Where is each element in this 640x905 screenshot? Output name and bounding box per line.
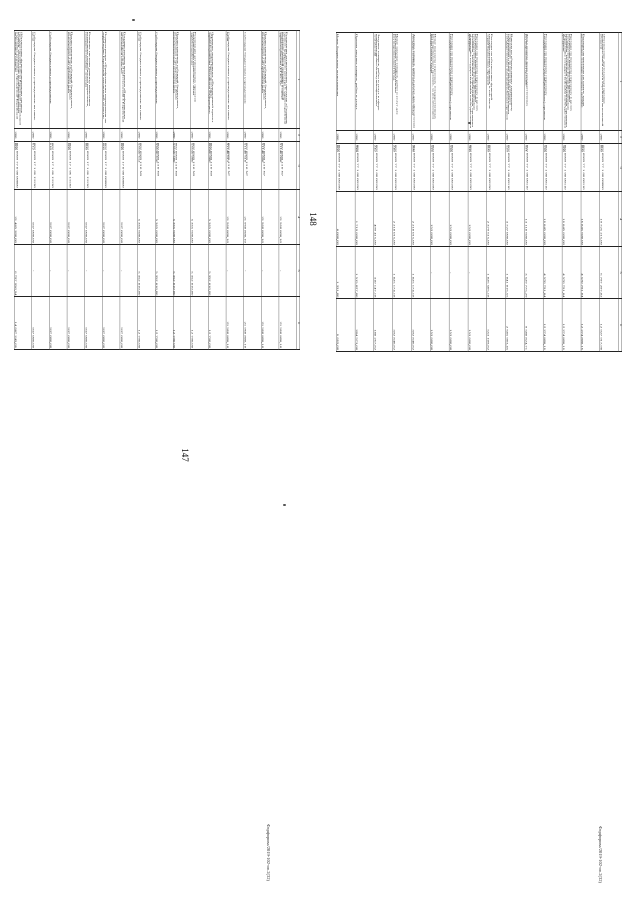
row-amount-executed: - [468, 246, 487, 299]
table-row [155, 31, 173, 350]
row-code-200: 200 [393, 130, 412, 143]
table-row [600, 33, 619, 352]
row-budget-code: 002 0909 77 1 00 00110 121 [524, 143, 543, 191]
row-amount-executed: 1 515 027,00 [355, 246, 374, 299]
row-budget-code: 002 0909 17 1 06 13130 612 [32, 141, 50, 189]
row-amount-remaining: 2 685 983,45 [506, 299, 525, 352]
row-amount-remaining: 12 790,00 [191, 297, 209, 350]
row-amount-planned: 937 000,00 [67, 190, 85, 245]
row-code-200: 200 [449, 130, 468, 143]
table-row [449, 33, 468, 352]
row-code-200: 200 [244, 128, 262, 141]
row-budget-code: 002 0909 17 1 06 13130 000 [85, 141, 103, 189]
row-amount-planned: 21 960 808,10 [279, 190, 297, 245]
row-code-200: 200 [102, 128, 120, 141]
row-amount-executed: 1 331,00 [336, 246, 355, 299]
row-code-200: 200 [543, 130, 562, 143]
row-budget-code: 002 0909 17 1 06 13130 610 [49, 141, 67, 189]
row-code-200: 200 [355, 130, 374, 143]
table-row [208, 31, 226, 350]
row-label: Развитие системы раннего выявления незаконных потребителей наркотиков, совершенствование лечения [85, 31, 103, 129]
table-row [261, 31, 279, 350]
row-code-200: 200 [67, 128, 85, 141]
row-label: Субсидии бюджетным учреждениям [49, 31, 67, 129]
table-row [120, 31, 138, 350]
table-row [102, 31, 120, 350]
table-header-row [297, 31, 300, 350]
table-row [355, 33, 374, 352]
row-budget-code: 002 0909 17 1 00 00000 000 [102, 141, 120, 189]
row-amount-planned: 8 000,00 [336, 192, 355, 247]
row-amount-executed: - [49, 244, 67, 297]
row-amount-remaining: 9 588 824,71 [524, 299, 543, 352]
table-wrapper [14, 30, 300, 350]
row-budget-code: 002 0909 77 1 00 00110 129 [506, 143, 525, 191]
row-amount-executed: - [430, 246, 449, 299]
row-amount-planned: 1 719 600,00 [355, 192, 374, 247]
column-header: 2 [297, 128, 300, 141]
row-code-200: 200 [208, 128, 226, 141]
row-budget-code: 002 0909 17 0 00 00000 000 [120, 141, 138, 189]
row-amount-remaining: 553 109,82 [487, 299, 506, 352]
row-amount-remaining: 204 573,00 [355, 299, 374, 352]
row-amount-planned: 21 960 808,10 [244, 190, 262, 245]
row-amount-remaining: 937 000,00 [32, 297, 50, 350]
row-label: Субсидии бюджетным учреждениям на иные цели [226, 31, 244, 129]
row-amount-executed: - [244, 244, 262, 297]
row-amount-planned: 16 845 600,00 [562, 192, 581, 247]
row-amount-remaining: 153 600,00 [449, 299, 468, 352]
row-amount-planned: 153 600,00 [430, 192, 449, 247]
row-code-200: 200 [279, 128, 297, 141]
row-amount-remaining: 12 790,00 [155, 297, 173, 350]
row-label: Расходы на выплаты персоналу государственных (муниципальных) органов [543, 33, 562, 131]
row-amount-executed: - [85, 244, 103, 297]
row-code-200: 200 [600, 130, 619, 143]
row-amount-remaining: 12 927 917,98 [600, 299, 619, 352]
scan-speck [468, 122, 471, 124]
row-amount-executed: - [261, 244, 279, 297]
row-amount-planned: 2 218 015,00 [412, 192, 431, 247]
row-label: Взносы по обязательному социальному страхованию на выплаты денежного содержания и иные выплаты работникам государственных (муниципальных) органов [506, 33, 525, 131]
row-budget-code: 002 0909 13 0 N9 53650 000 [191, 141, 209, 189]
row-label: Закупка товаров, работ и услуг в сфере информационно-коммуникационных технологий [374, 33, 393, 131]
row-code-200: 200 [412, 130, 431, 143]
row-amount-planned: 937 000,00 [32, 190, 50, 245]
table-row [32, 31, 50, 350]
row-code-200: 200 [14, 128, 32, 141]
row-amount-planned: 21 960 808,10 [261, 190, 279, 245]
column-header: 2 [619, 130, 622, 143]
row-code-200: 200 [49, 128, 67, 141]
row-amount-planned: 19 725 215,00 [600, 192, 619, 247]
row-label: Расходы на выплаты персоналу государственных (муниципальных) органов [449, 33, 468, 131]
row-label: Обеспечение функционирования органов государственной власти Еврейской автономной области, обеспечение функционирования отдельных казенных учреждений Еврейской автономной области [14, 31, 32, 129]
row-budget-code: 002 0909 77 1 00 00190 120 [449, 143, 468, 191]
row-amount-planned: 937 000,00 [85, 190, 103, 245]
row-label: Расходы на выплаты персоналу в целях обеспечения выполнения функций государственными (муниципальными) органами, казенными учреждениями, органами управления государственными внебюджетными фондами [468, 33, 487, 131]
row-amount-executed: 1 825 174,18 [412, 246, 431, 299]
row-code-200: 200 [32, 128, 50, 141]
row-amount-remaining: 153 600,00 [468, 299, 487, 352]
row-code-200: 200 [562, 130, 581, 143]
row-budget-code: 002 0909 77 1 00 00190 000 [487, 143, 506, 191]
table-row [226, 31, 244, 350]
page-number: 147 [179, 448, 190, 462]
row-budget-code: 002 0909 77 1 00 00000 000 [600, 143, 619, 191]
row-amount-planned: 153 600,00 [449, 192, 468, 247]
table-wrapper [336, 32, 622, 352]
row-amount-executed: 5 352 810,00 [155, 244, 173, 297]
table-row [336, 33, 355, 352]
scan-speck [132, 19, 135, 21]
table-row [138, 31, 156, 350]
table-row [67, 31, 85, 350]
row-amount-remaining: 153 600,00 [430, 299, 449, 352]
row-amount-remaining: 937 000,00 [67, 297, 85, 350]
row-amount-executed: - [226, 244, 244, 297]
row-amount-planned: 499 415,00 [374, 192, 393, 247]
row-label: Прочая закупка товаров, работ и услуг [355, 33, 374, 131]
row-budget-code: 002 0909 77 0 00 00000 000 [14, 141, 32, 189]
row-label: Предоставление субсидий бюджетным, автономным учреждениям и иным некоммерческим организациям [173, 31, 191, 129]
column-header: 5 [619, 246, 622, 299]
row-amount-remaining: 937 000,00 [102, 297, 120, 350]
row-code-200: 200 [374, 130, 393, 143]
row-amount-remaining: 392 840,82 [412, 299, 431, 352]
table-row [430, 33, 449, 352]
row-code-200: 200 [155, 128, 173, 141]
row-amount-planned: 16 845 600,00 [581, 192, 600, 247]
table-row [49, 31, 67, 350]
row-amount-remaining: 12 274 808,16 [543, 299, 562, 352]
page-footer: Фарфорова/2019-102-оп.2(32) [266, 823, 272, 882]
row-amount-executed: 1 825 174,18 [393, 246, 412, 299]
row-code-200: 200 [85, 128, 103, 141]
row-amount-executed: - [102, 244, 120, 297]
row-amount-planned: 937 000,00 [49, 190, 67, 245]
row-amount-planned: 5 365 600,00 [191, 190, 209, 245]
row-label: Иные закупки товаров, работ и услуг для обеспечения государственных (муниципальных) нужд [393, 33, 412, 131]
row-code-200: 200 [506, 130, 525, 143]
row-budget-code: 002 0909 77 1 00 00110 120 [543, 143, 562, 191]
table-row [524, 33, 543, 352]
row-amount-executed: - [279, 244, 297, 297]
row-amount-remaining: 12 790,00 [138, 297, 156, 350]
row-budget-code: 002 0909 77 1 00 00190 244 [355, 143, 374, 191]
row-amount-executed: 3 529 775,29 [524, 246, 543, 299]
row-label: Подпрограмма «Профилактика наркомании на территории Еврейской автономной области» [102, 31, 120, 129]
page-148 [307, 0, 640, 905]
row-label: Иные бюджетные ассигнования [336, 33, 355, 131]
table-row [173, 31, 191, 350]
row-label: Иные выплаты персоналу государственных (муниципальных) органов, за исключением фонда оплаты труда [430, 33, 449, 131]
row-code-200: 200 [524, 130, 543, 143]
row-amount-executed: 310 147,18 [374, 246, 393, 299]
table-row [393, 33, 412, 352]
row-code-200: 200 [581, 130, 600, 143]
row-amount-executed: 5 352 810,00 [173, 244, 191, 297]
row-amount-planned: 13 118 600,00 [524, 192, 543, 247]
table-row [581, 33, 600, 352]
row-amount-remaining: 12 274 808,16 [562, 299, 581, 352]
row-code-200: 200 [261, 128, 279, 141]
row-amount-remaining: 12 790,00 [208, 297, 226, 350]
table-row [85, 31, 103, 350]
row-budget-code: 002 0909 77 1 00 00190 240 [393, 143, 412, 191]
row-code-200: 200 [487, 130, 506, 143]
row-amount-remaining: 937 000,00 [120, 297, 138, 350]
row-budget-code: 002 0909 13 0 N9 53650 612 [138, 141, 156, 189]
row-amount-executed: 4 570 791,84 [581, 246, 600, 299]
row-amount-remaining: 937 000,00 [49, 297, 67, 350]
row-amount-remaining: 21 960 808,10 [226, 297, 244, 350]
row-label: Реализация региональных проектов модернизации первичного звена здравоохранения [191, 31, 209, 129]
table-header-row [619, 33, 622, 352]
row-amount-planned: 21 485 200,00 [14, 190, 32, 245]
row-budget-code: 002 0909 13 0 N7 51140 610 [244, 141, 262, 189]
table-row [279, 31, 297, 350]
row-code-200: 200 [336, 130, 355, 143]
row-label: Субсидии бюджетным учреждениям на иные цели [32, 31, 50, 129]
row-amount-executed: 6 797 297,02 [600, 246, 619, 299]
row-amount-remaining: 937 000,00 [85, 297, 103, 350]
row-budget-code: 002 0909 77 1 00 00110 000 [581, 143, 600, 191]
row-amount-planned: 5 365 600,00 [138, 190, 156, 245]
column-header: 4 [619, 192, 622, 247]
table-row [506, 33, 525, 352]
row-amount-executed: - [67, 244, 85, 297]
row-amount-executed: - [120, 244, 138, 297]
column-header: 3 [619, 143, 622, 191]
row-amount-remaining: 12 274 808,16 [581, 299, 600, 352]
row-amount-remaining: 12 790,00 [173, 297, 191, 350]
row-amount-planned: 937 000,00 [102, 190, 120, 245]
row-code-200: 200 [173, 128, 191, 141]
row-amount-executed: 4 570 791,84 [562, 246, 581, 299]
row-label: Субсидии бюджетным учреждениям [244, 31, 262, 129]
row-amount-remaining: 6 669,00 [336, 299, 355, 352]
row-amount-remaining: 21 960 808,10 [244, 297, 262, 350]
row-amount-planned: 937 000,00 [120, 190, 138, 245]
row-amount-remaining: 14 687 249,06 [14, 297, 32, 350]
table-row [487, 33, 506, 352]
row-code-200: 200 [226, 128, 244, 141]
row-code-200: 200 [120, 128, 138, 141]
row-amount-planned: 3 727 000,00 [506, 192, 525, 247]
row-amount-executed: 5 352 810,00 [191, 244, 209, 297]
row-budget-code: 002 0909 77 1 00 00190 100 [468, 143, 487, 191]
row-amount-remaining: 21 960 808,10 [279, 297, 297, 350]
row-amount-planned: 153 600,00 [468, 192, 487, 247]
page-number: 148 [307, 212, 318, 226]
column-header: 4 [297, 190, 300, 245]
row-amount-executed: 5 352 810,00 [208, 244, 226, 297]
row-label: Расходы на обеспечение функций государственных органов, в том числе территориальных органов [487, 33, 506, 131]
table-row [412, 33, 431, 352]
column-header: 5 [297, 244, 300, 297]
row-budget-code: 002 0909 77 1 00 00190 242 [374, 143, 393, 191]
row-budget-code: 002 0909 13 0 N9 53650 610 [155, 141, 173, 189]
row-label: Субсидии бюджетным учреждениям [155, 31, 173, 129]
row-label: Предоставление субсидий бюджетным, автономным учреждениям и иным некоммерческим организациям [261, 31, 279, 129]
row-label: Закупка товаров, работ и услуг для обеспечения государственных (муниципальных) нужд [412, 33, 431, 131]
row-amount-executed: - [449, 246, 468, 299]
row-label: Государственная программа «Профилактика правонарушений и преступлений в Еврейской автономной области» [120, 31, 138, 129]
budget-table [336, 32, 622, 352]
column-header: 1 [619, 33, 622, 131]
scan-speck [283, 504, 286, 506]
column-header: 1 [297, 31, 300, 129]
row-budget-code: 002 0909 13 0 N7 51140 612 [226, 141, 244, 189]
row-amount-executed: 6 797 950,94 [14, 244, 32, 297]
table-row [191, 31, 209, 350]
row-code-200: 200 [430, 130, 449, 143]
row-amount-planned: 5 365 600,00 [155, 190, 173, 245]
row-amount-remaining: 392 840,82 [393, 299, 412, 352]
table-row [543, 33, 562, 352]
row-code-200: 200 [191, 128, 209, 141]
row-label: Реализация региональных проектов «Создание единого цифрового контура в здравоохранении на основе единой государственной информационной системы в сфере здравоохранения (ЕГИСЗ)» [279, 31, 297, 129]
row-budget-code: 002 0909 13 0 N9 00000 000 [208, 141, 226, 189]
row-amount-planned: 16 845 600,00 [543, 192, 562, 247]
row-code-200: 200 [468, 130, 487, 143]
table-row [244, 31, 262, 350]
column-header: 6 [297, 297, 300, 350]
row-amount-remaining: 21 960 808,10 [261, 297, 279, 350]
row-budget-code: 002 0909 13 0 N7 51140 000 [279, 141, 297, 189]
row-budget-code: 002 0909 13 0 N9 53650 600 [173, 141, 191, 189]
table-row [468, 33, 487, 352]
row-budget-code: 002 0909 77 1 00 00190 800 [336, 143, 355, 191]
column-header: 6 [619, 299, 622, 352]
row-amount-planned: 2 379 615,00 [487, 192, 506, 247]
row-code-200: 200 [138, 128, 156, 141]
row-label: Расходы на выплаты по оплате труда работников государственных органов [581, 33, 600, 131]
row-amount-planned: 5 365 600,00 [173, 190, 191, 245]
page-footer: Фарфорова/2019-102-оп.2(32) [598, 825, 604, 884]
column-header: 3 [297, 141, 300, 189]
row-label: Субсидии бюджетным учреждениям на иные цели [138, 31, 156, 129]
row-amount-executed: 1 826 505,18 [487, 246, 506, 299]
row-amount-planned: 5 365 600,00 [208, 190, 226, 245]
row-budget-code: 002 0909 77 1 00 00110 100 [562, 143, 581, 191]
row-budget-code: 002 0909 77 1 00 00190 122 [430, 143, 449, 191]
row-label: Основное мероприятие «Федеральный проект «Модернизация первичного звена здравоохранения Российской Федерации» [208, 31, 226, 129]
table-row [374, 33, 393, 352]
row-amount-executed: 4 570 791,84 [543, 246, 562, 299]
row-amount-planned: 2 218 015,00 [393, 192, 412, 247]
row-label: Фонд оплаты труда государственных (муниципальных) органов [524, 33, 543, 131]
row-amount-planned: 21 960 808,10 [226, 190, 244, 245]
row-amount-executed: 5 352 810,00 [138, 244, 156, 297]
row-amount-remaining: 188 267,82 [374, 299, 393, 352]
table-row [562, 33, 581, 352]
row-budget-code: 002 0909 17 1 06 13130 600 [67, 141, 85, 189]
row-budget-code: 002 0909 77 1 00 00190 200 [412, 143, 431, 191]
row-label: Расходы на выплаты персоналу в целях обеспечения выполнения функций государственными (муниципальными) органами, казенными учреждениями, органами управления государственными внебюджетными фондами [562, 33, 581, 131]
table-row [14, 31, 32, 350]
row-label: Предоставление субсидий бюджетным, автономным учреждениям и иным некоммерческим организациям [67, 31, 85, 129]
row-amount-executed: 1 041 016,55 [506, 246, 525, 299]
budget-table [14, 30, 300, 350]
row-label: Обеспечение деятельности органов исполнительной власти Еврейской автономной области [600, 33, 619, 131]
row-budget-code: 002 0909 13 0 N7 51140 600 [261, 141, 279, 189]
row-amount-executed: - [32, 244, 50, 297]
